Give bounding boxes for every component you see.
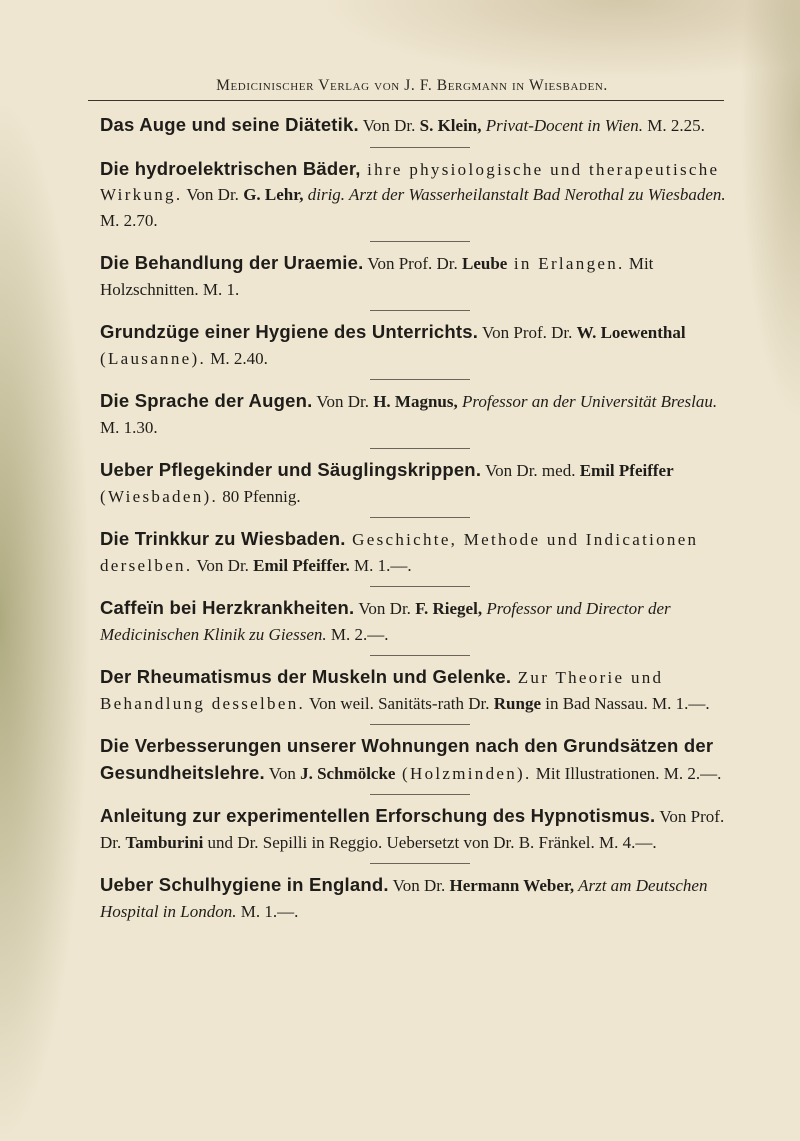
- author-affiliation: dirig. Arzt der Wasserheilanstalt Bad Nerothal zu Wiesbaden.: [303, 185, 726, 204]
- entry-separator: [370, 655, 470, 656]
- book-author: Hermann Weber,: [449, 876, 575, 895]
- book-price: M. 2.25.: [642, 116, 705, 135]
- entry-separator: [370, 517, 470, 518]
- author-prefix: Von Dr. med.: [481, 461, 580, 480]
- author-location: (Lausanne).: [100, 348, 207, 368]
- book-title: Caffeïn bei Herzkrankheiten.: [100, 597, 355, 618]
- entry-separator: [370, 448, 470, 449]
- author-prefix: Von Prof. Dr.: [478, 323, 577, 342]
- book-entry: [100, 156, 740, 234]
- author-prefix: Von Dr.: [354, 599, 416, 618]
- book-title: Die Verbesserungen unserer Wohnungen nach den Grundsätzen der Gesundheitslehre.: [100, 735, 714, 783]
- author-prefix: Von Dr.: [358, 116, 420, 135]
- author-prefix: Von Dr.: [312, 392, 374, 411]
- entry-separator: [370, 147, 470, 148]
- book-title: Ueber Pflegekinder und Säuglingskrippen.: [100, 459, 482, 480]
- book-subtitle: ihre physiologische und therapeutische Wirkung.: [100, 159, 720, 204]
- book-author: H. Magnus,: [373, 392, 458, 411]
- entry-separator: [370, 794, 470, 795]
- book-title: Das Auge und seine Diätetik.: [100, 114, 359, 135]
- book-entry: [100, 526, 740, 578]
- author-affiliation: Arzt am Deutschen Hospital in London.: [100, 876, 708, 921]
- entry-separator: [370, 586, 470, 587]
- book-title: Die Trinkkur zu Wiesbaden.: [100, 528, 346, 549]
- book-title: Die Behandlung der Uraemie.: [100, 252, 364, 273]
- book-author: Leube: [462, 254, 508, 273]
- book-author: W. Loewenthal: [576, 323, 686, 342]
- book-author: Emil Pfeiffer.: [253, 555, 350, 575]
- book-price: M. 2.—.: [326, 624, 389, 644]
- book-title: Anleitung zur experimentellen Erforschung des Hypnotismus.: [100, 805, 656, 826]
- author-prefix: Von Dr.: [192, 555, 254, 575]
- book-entry: [100, 457, 740, 509]
- entry-separator: [370, 310, 470, 311]
- author-prefix: Von weil. Sanitäts-rath Dr.: [305, 693, 494, 713]
- author-prefix: Von Prof. Dr.: [100, 807, 725, 852]
- book-entry: [100, 664, 740, 716]
- book-author: S. Klein,: [419, 116, 482, 135]
- book-subtitle: Zur Theorie und Behandlung desselben.: [100, 668, 664, 713]
- book-price: M. 1.30.: [100, 417, 158, 437]
- author-location: (Wiesbaden).: [100, 486, 219, 506]
- book-title: Die Sprache der Augen.: [100, 390, 313, 411]
- entry-separator: [370, 379, 470, 380]
- book-author: Runge: [493, 693, 541, 713]
- author-affiliation: Professor und Director der Medicinischen Klinik zu Giessen.: [100, 599, 671, 644]
- author-affiliation: Professor an der Universität Breslau.: [457, 392, 718, 411]
- book-title: Grundzüge einer Hygiene des Unterrichts.: [100, 321, 479, 342]
- book-entry: [100, 803, 740, 855]
- header-rule: [88, 100, 724, 101]
- publisher-header: Medicinischer Verlag von J. F. Bergmann in Wiesbaden.: [216, 77, 608, 94]
- book-price: 80 Pfennig.: [218, 486, 301, 506]
- entry-separator: [370, 241, 470, 242]
- author-location: (Holzminden).: [395, 763, 532, 783]
- book-price: M. 2.40.: [206, 348, 268, 368]
- book-entry: [100, 250, 740, 302]
- book-author: F. Riegel,: [415, 599, 483, 618]
- book-entry: [100, 733, 740, 786]
- book-author: G. Lehr,: [243, 185, 304, 204]
- author-prefix: Von Prof. Dr.: [363, 254, 462, 273]
- book-price: in Bad Nassau. M. 1.—.: [541, 693, 710, 713]
- author-affiliation: Privat-Docent in Wien.: [481, 116, 643, 135]
- book-entry: [100, 319, 740, 371]
- book-price: Mit Holzschnitten. M. 1.: [100, 254, 654, 299]
- author-prefix: Von: [264, 763, 301, 783]
- book-entry: [100, 112, 740, 139]
- book-price: M. 2.70.: [100, 210, 158, 230]
- book-price: M. 1.—.: [349, 555, 412, 575]
- author-prefix: Von Dr.: [182, 185, 244, 204]
- book-subtitle: Geschichte, Methode und Indicationen derselben.: [100, 530, 699, 575]
- author-prefix: Von Dr.: [388, 876, 450, 895]
- author-location: in Erlangen.: [507, 254, 625, 273]
- book-author: Tamburini: [125, 832, 204, 852]
- book-price: M. 1.—.: [236, 901, 299, 921]
- book-entry: [100, 595, 740, 647]
- book-entry: [100, 388, 740, 440]
- book-author: Emil Pfeiffer: [579, 461, 674, 480]
- entry-separator: [370, 724, 470, 725]
- entry-separator: [370, 863, 470, 864]
- book-entry: [100, 872, 740, 924]
- book-price: und Dr. Sepilli in Reggio. Uebersetzt von Dr. B. Fränkel. M. 4.—.: [203, 832, 657, 852]
- book-title: Der Rheumatismus der Muskeln und Gelenke.: [100, 666, 512, 687]
- book-title: Ueber Schulhygiene in England.: [100, 874, 389, 895]
- book-title: Die hydroelektrischen Bäder,: [100, 157, 361, 179]
- book-price: Mit Illustrationen. M. 2.—.: [531, 763, 722, 783]
- book-list: [100, 112, 740, 924]
- book-author: J. Schmölcke: [300, 763, 396, 783]
